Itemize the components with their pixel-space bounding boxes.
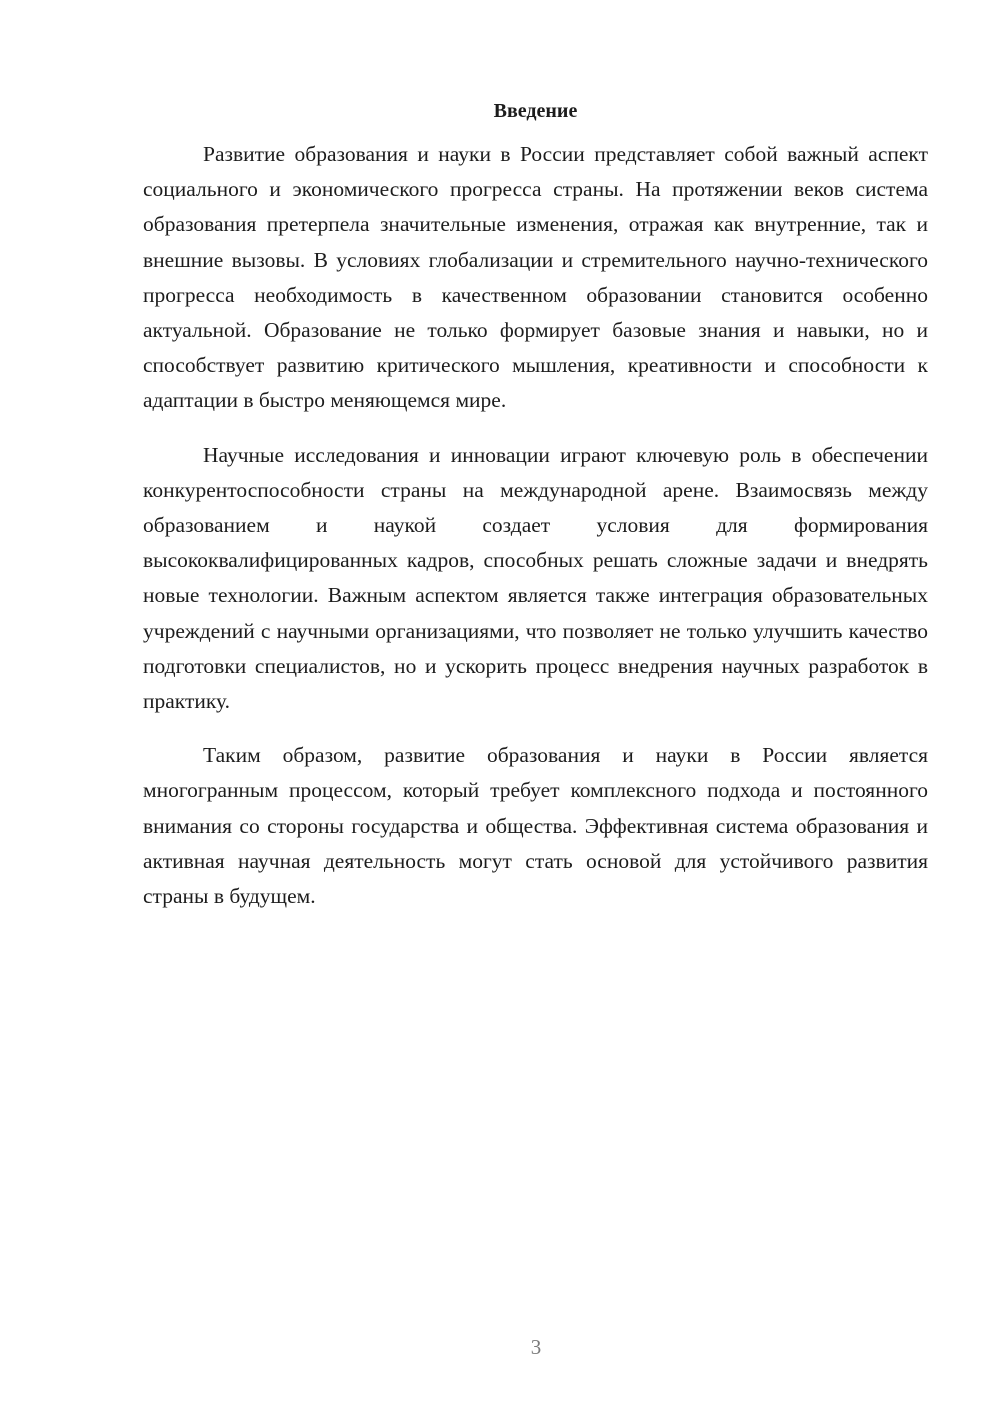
page-content [143,96,928,914]
page-number: 3 [530,1335,542,1359]
section-title: Введение [493,100,578,122]
paragraph-2: Научные исследования и инновации играют ключевую роль в обеспечении конкурентоспособности страны на международной арене. Взаимосвязь между образованием и наукой создает условия для формирования высококвалифицированных кадров, способных решать сложные задачи и внедрять новые технологии. Важным аспектом является также интеграция образовательных учреждений с научными организациями, что позволяет не только улучшить качество подготовки специалистов, но и ускорить процесс внедрения научных разработок в практику. [143,442,928,714]
paragraph-3: Таким образом, развитие образования и науки в России является многогранным процессом, который требует комплексного подхода и постоянного внимания со стороны государства и общества. Эффективная система образования и активная научная деятельность могут стать основой для устойчивого развития страны в будущем. [143,743,928,909]
paragraph-1: Развитие образования и науки в России представляет собой важный аспект социального и экономического прогресса страны. На протяжении веков система образования претерпела значительные изменения, отражая как внутренние, так и внешние вызовы. В условиях глобализации и стремительного научно-технического прогресса необходимость в качественном образовании становится особенно актуальной. Образование не только формирует базовые знания и навыки, но и способствует развитию критического мышления, креативности и способности к адаптации в быстро меняющемся мире. [143,142,928,413]
